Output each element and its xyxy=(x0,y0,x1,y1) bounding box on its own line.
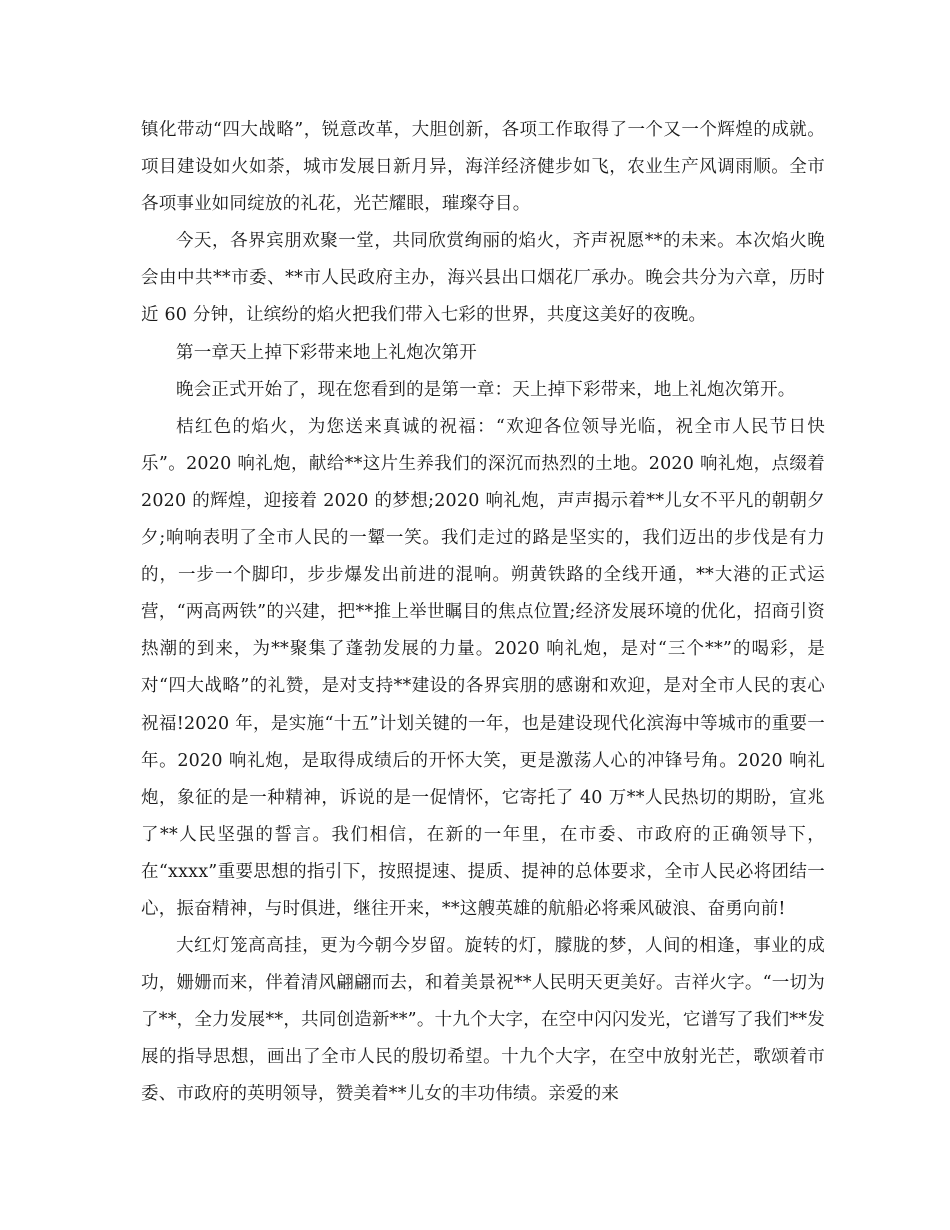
document-body xyxy=(141,112,825,1114)
chapter-heading: 第一章天上掉下彩带来地上礼炮次第开 xyxy=(176,342,477,363)
paragraph-lanterns: 大红灯笼高高挂，更为今朝今岁留。旋转的灯，朦胧的梦，人间的相逢，事业的成功，姗姗而来，伴着清风翩翩而去，和着美景祝**人民明天更美好。吉祥火字。“一切为了**，全力发展**，共同创造新**”。十九个大字，在空中闪闪发光，它谱写了我们**发展的指导思想，画出了全市人民的殷切希望。十九个大字，在空中放射光芒，歌颂着市委、市政府的英明领导，赞美着**儿女的丰功伟绩。亲爱的来 xyxy=(141,936,825,1105)
paragraph-salute: 桔红色的焰火，为您送来真诚的祝福：“欢迎各位领导光临，祝全市人民节日快乐”。2020 响礼炮，献给**这片生养我们的深沉而热烈的土地。2020 响礼炮，点缀着 2020 的辉煌，迎接着 2020 的梦想;2020 响礼炮，声声揭示着**儿女不平凡的朝朝夕夕;响响表明了全市人民的一颦一笑。我们走过的路是坚实的，我们迈出的步伐是有力的，一步一个脚印，步步爆发出前进的混响。朔黄铁路的全线开通，**大港的正式运营，“两高两铁”的兴建，把**推上举世瞩目的焦点位置;经济发展环境的优化，招商引资热潮的到来，为**聚集了蓬勃发展的力量。2020 响礼炮，是对“三个**”的喝彩，是对“四大战略”的礼赞，是对支持**建设的各界宾朋的感谢和欢迎，是对全市人民的衷心祝福!2020 年，是实施“十五”计划关键的一年，也是建设现代化滨海中等城市的重要一年。2020 响礼炮，是取得成绩后的开怀大笑，更是激荡人心的冲锋号角。2020 响礼炮，象征的是一种精神，诉说的是一促情怀，它寄托了 40 万**人民热切的期盼，宣兆了**人民坚强的誓言。我们相信，在新的一年里，在市委、市政府的正确领导下，在“xxxx”重要思想的指引下，按照提速、提质、提神的总体要求，全市人民必将团结一心，振奋精神，与时俱进，继往开来，**这艘英雄的航船必将乘风破浪、奋勇向前! xyxy=(141,416,825,919)
paragraph-chapter-open: 晚会正式开始了，现在您看到的是第一章：天上掉下彩带来，地上礼炮次第开。 xyxy=(176,379,796,400)
paragraph-continued: 镇化带动“四大战略”，锐意改革，大胆创新，各项工作取得了一个又一个辉煌的成就。项目建设如火如荼，城市发展日新月异，海洋经济健步如飞，农业生产风调雨顺。全市各项事业如同绽放的礼花，光芒耀眼，璀璨夺目。 xyxy=(141,120,825,215)
paragraph-intro: 今天，各界宾朋欢聚一堂，共同欣赏绚丽的焰火，齐声祝愿**的未来。本次焰火晚会由中共**市委、**市人民政府主办，海兴县出口烟花厂承办。晚会共分为六章，历时近 60 分钟，让缤纷的焰火把我们带入七彩的世界，共度这美好的夜晚。 xyxy=(141,231,825,326)
